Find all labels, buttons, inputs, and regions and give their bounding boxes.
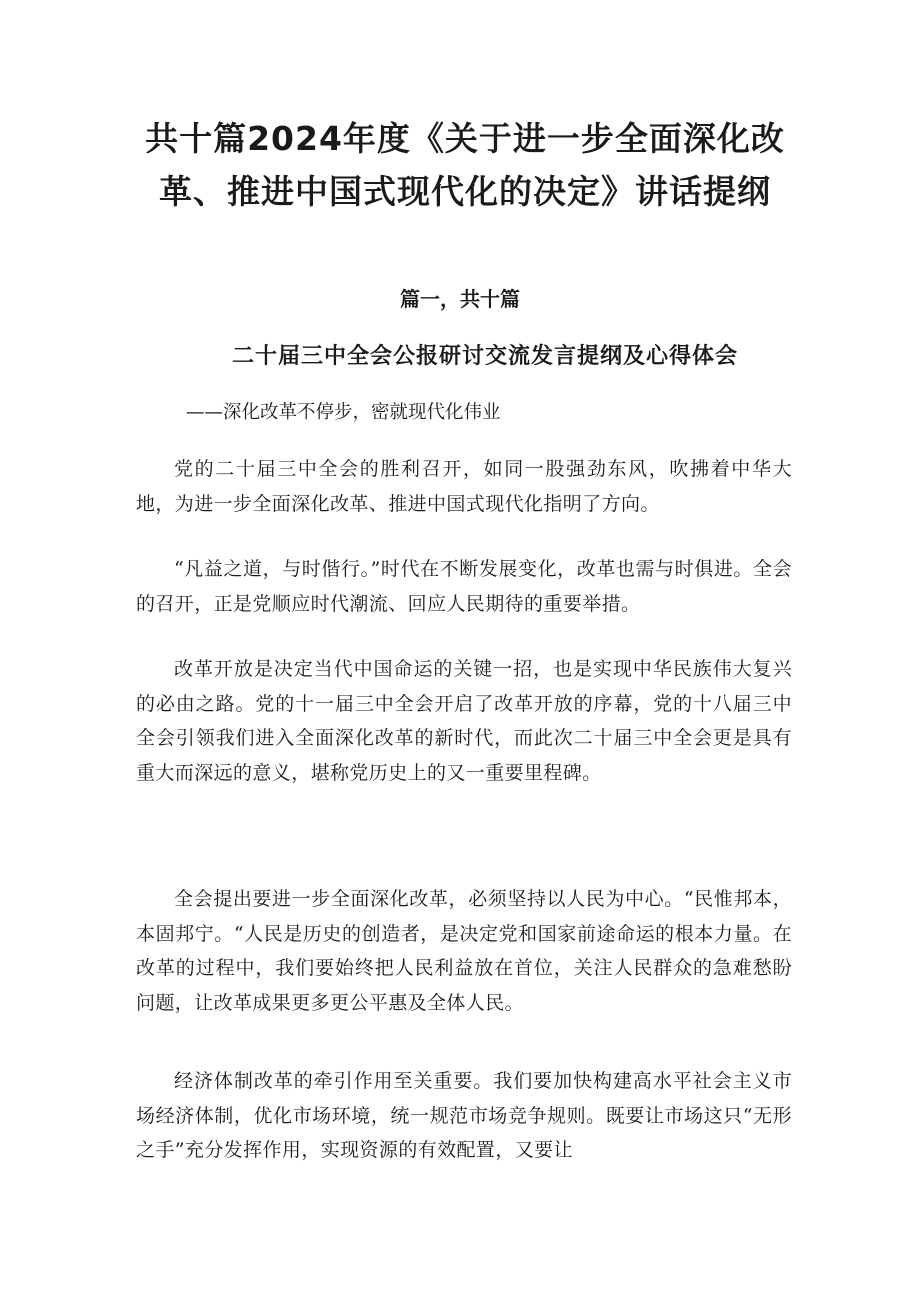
body-paragraph: 党的二十届三中全会的胜利召开，如同一股强劲东风，吹拂着中华大地，为进一步全面深化改革、推进中国式现代化指明了方向。 bbox=[136, 458, 792, 515]
article-title: 二十届三中全会公报研讨交流发言提纲及心得体会 bbox=[231, 343, 738, 369]
body-paragraph: 改革开放是决定当代中国命运的关键一招，也是实现中华民族伟大复兴的必由之路。党的十一届三中全会开启了改革开放的序幕，党的十八届三中全会引领我们进入全面深化改革的新时代，而此次二十届三中全会更是具有重大而深远的意义，堪称党历史上的又一重要里程碑。 bbox=[136, 658, 792, 784]
document-title: 共十篇2024年度《关于进一步全面深化改革、推进中国式现代化的决定》讲话提纲 bbox=[145, 119, 785, 211]
body-paragraph: “凡益之道，与时偕行。”时代在不断发展变化，改革也需与时俱进。全会的召开，正是党顺应时代潮流、回应人民期待的重要举措。 bbox=[136, 558, 792, 615]
section-heading: 篇一，共十篇 bbox=[400, 287, 520, 311]
body-paragraph: 经济体制改革的牵引作用至关重要。我们要加快构建高水平社会主义市场经济体制，优化市场环境，统一规范市场竞争规则。既要让市场这只“无形之手”充分发挥作用，实现资源的有效配置，又要让 bbox=[136, 1070, 792, 1161]
article-subtitle: ——深化改革不停步，密就现代化伟业 bbox=[186, 402, 501, 423]
body-paragraph: 全会提出要进一步全面深化改革，必须坚持以人民为中心。“民惟邦本，本固邦宁。“人民是历史的创造者，是决定党和国家前途命运的根本力量。在改革的过程中，我们要始终把人民利益放在首位，关注人民群众的急难愁盼问题，让改革成果更多更公平惠及全体人民。 bbox=[136, 888, 792, 1014]
